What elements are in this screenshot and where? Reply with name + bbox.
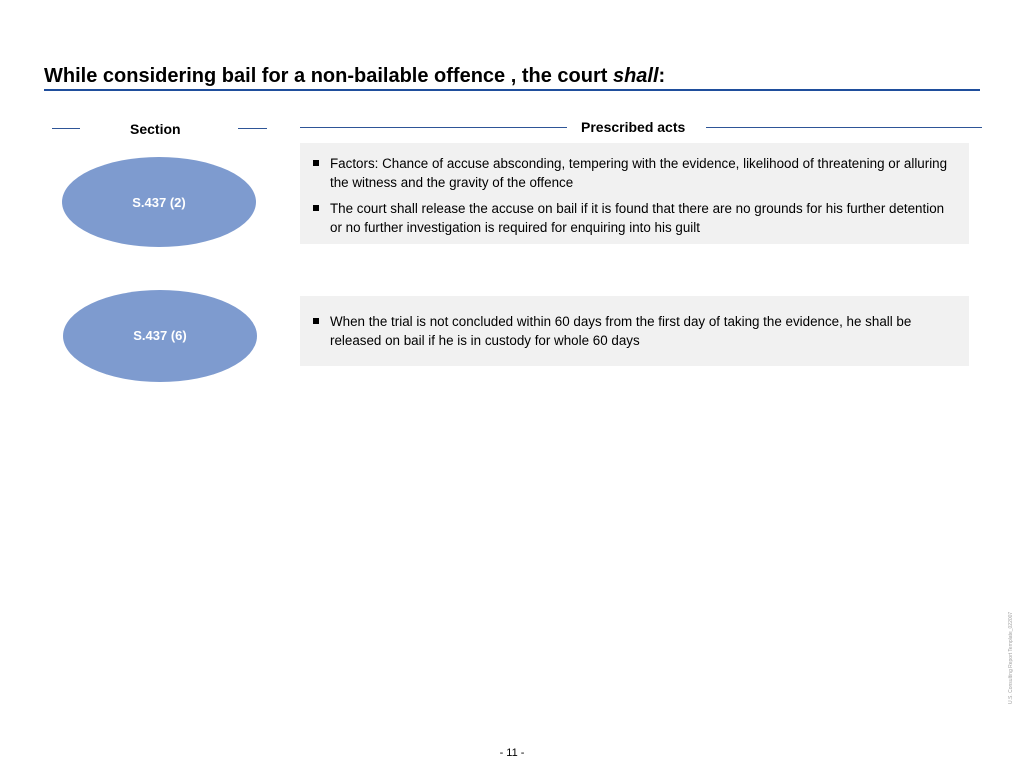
acts-box-s437-6: [300, 296, 969, 366]
bullet-text: Factors: Chance of accuse absconding, tempering with the evidence, likelihood of threatening or alluring the witness and the gravity of the offence: [330, 156, 948, 190]
section-header-left-rule: [52, 128, 80, 129]
template-note: U.S. Consulting Report Template_022007: [1008, 611, 1014, 704]
list-item: [312, 154, 959, 192]
list-item: [312, 199, 959, 237]
acts-box-s437-2: [300, 143, 969, 244]
bullet-text: The court shall release the accuse on bail if it is found that there are no grounds for his further detention or no further investigation is required for enquiring into his guilt: [330, 201, 945, 235]
slide-title-text: While considering bail for a non-bailable offence , the court: [44, 65, 613, 87]
section-ellipse-s437-2: [62, 157, 256, 247]
square-bullet-icon: [313, 318, 319, 324]
acts-header-left-rule: [300, 127, 567, 128]
acts-list: [312, 154, 959, 237]
square-bullet-icon: [313, 160, 319, 166]
section-column-header: Section: [130, 121, 181, 137]
slide-title: [44, 64, 665, 88]
section-header-right-rule: [238, 128, 267, 129]
section-ellipse-s437-6: [63, 290, 257, 382]
title-underline: [44, 89, 980, 91]
page-number: - 11 -: [499, 747, 525, 759]
acts-column-header: Prescribed acts: [581, 119, 686, 135]
section-label: S.437 (6): [133, 328, 187, 343]
acts-header-right-rule: [706, 127, 982, 128]
bullet-text: When the trial is not concluded within 60 days from the first day of taking the evidence, he shall be released on bail if he is in custody for whole 60 days: [330, 314, 912, 348]
square-bullet-icon: [313, 205, 319, 211]
slide-title-suffix: :: [658, 65, 666, 87]
section-label: S.437 (2): [132, 195, 186, 210]
acts-list: [312, 312, 959, 350]
slide-title-emphasis: shall: [612, 65, 659, 87]
list-item: [312, 312, 959, 350]
